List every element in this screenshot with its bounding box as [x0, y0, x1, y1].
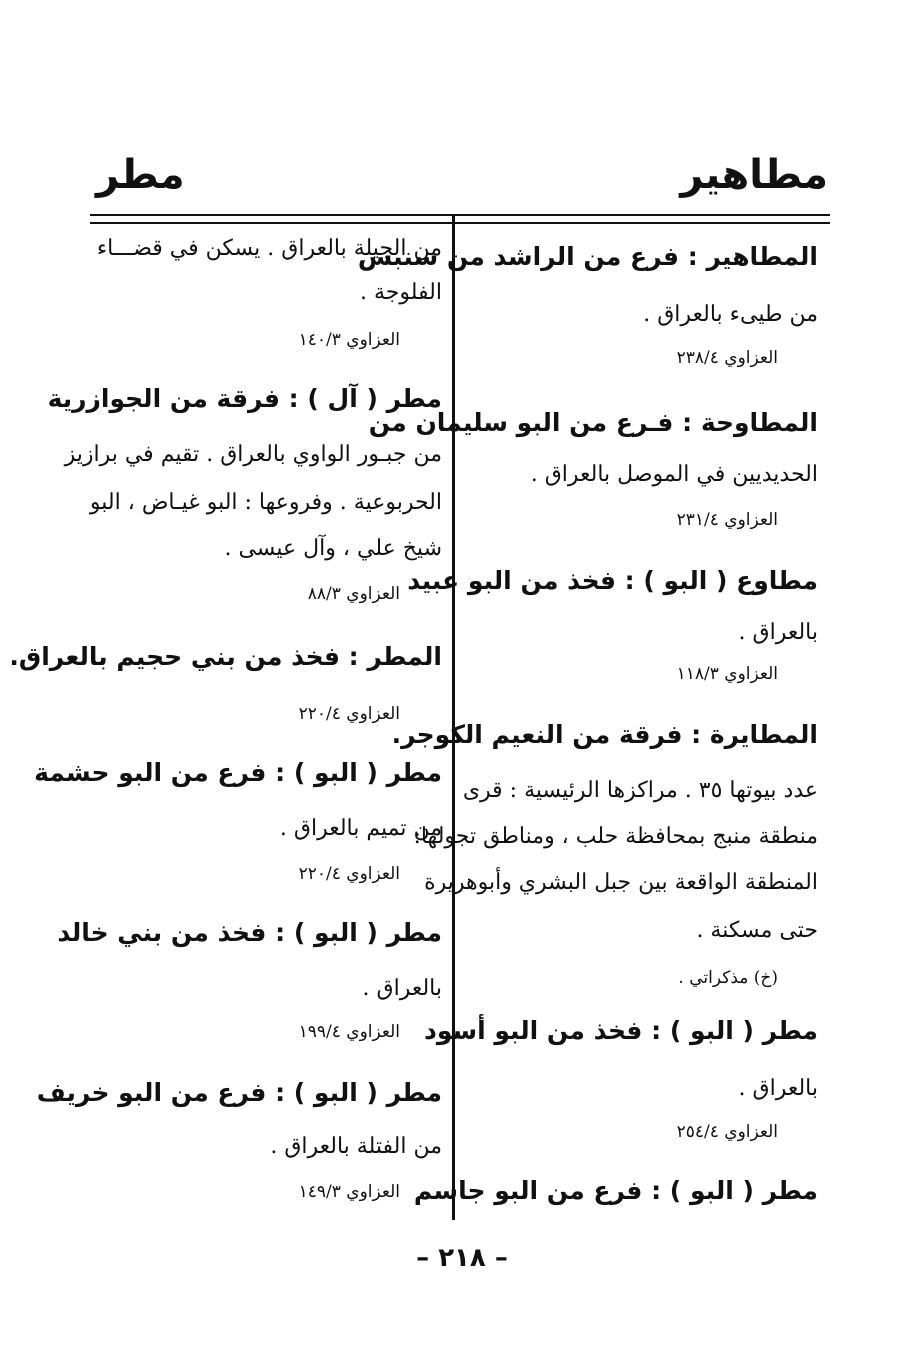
entry-reference: (خ) مذكراتي . — [678, 968, 778, 988]
column-divider — [452, 214, 455, 1220]
entry-line: المطاوحة : فـرع من البو سليمان من — [368, 408, 818, 437]
entry-reference: العزاوي ٢٢٠/٤ — [298, 864, 400, 884]
page-number: – ٢١٨ – — [416, 1243, 508, 1273]
entry-reference: العزاوي ١٩٩/٤ — [298, 1022, 400, 1042]
entry-line: بالعراق . — [738, 620, 818, 645]
entry-reference: العزاوي ٢٥٤/٤ — [676, 1122, 778, 1142]
entry-line: من الفتلة بالعراق . — [270, 1134, 442, 1159]
entry-line: عدد بيوتها ٣٥ . مراكزها الرئيسية : قرى — [462, 778, 818, 803]
entry-reference: العزاوي ١٤٩/٣ — [298, 1182, 400, 1202]
entry-line: من تميم بالعراق . — [279, 816, 442, 841]
entry-line: مطر ( البو ) : فخذ من بني خالد — [57, 918, 442, 947]
entry-line: شيخ علي ، وآل عيسى . — [224, 536, 442, 561]
entry-line: بالعراق . — [362, 976, 442, 1001]
entry-reference: العزاوي ٢٣١/٤ — [676, 510, 778, 530]
entry-line: الفلوجة . — [360, 280, 442, 305]
entry-line: الحربوعية . وفروعها : البو غيـاض ، البو — [89, 490, 442, 515]
entry-line: مطر ( البو ) : فخذ من البو أسود — [424, 1016, 818, 1045]
entry-line: مطاوع ( البو ) : فخذ من البو عبيد — [407, 566, 818, 595]
entry-line: المطر : فخذ من بني حجيم بالعراق. — [9, 642, 442, 671]
entry-line: المنطقة الواقعة بين جبل البشري وأبوهريرة — [424, 870, 818, 895]
entry-line: بالعراق . — [738, 1076, 818, 1101]
running-header-right: مطاهير — [680, 152, 828, 198]
entry-line: من طيىء بالعراق . — [643, 302, 818, 327]
entry-line: المطاهير : فرع من الراشد من سنبس — [357, 242, 818, 271]
entry-reference: العزاوي ١٤٠/٣ — [298, 330, 400, 350]
entry-line: حتى مسكنة . — [696, 918, 818, 943]
entry-line: المطايرة : فرقة من النعيم الكوجر. — [391, 720, 818, 749]
entry-reference: العزاوي ٨٨/٣ — [307, 584, 400, 604]
entry-line: الحديديين في الموصل بالعراق . — [530, 462, 818, 487]
running-header-left: مطر — [96, 152, 185, 198]
entry-reference: العزاوي ١١٨/٣ — [676, 664, 778, 684]
entry-reference: العزاوي ٢٣٨/٤ — [676, 348, 778, 368]
entry-line: مطر ( البو ) : فرع من البو جاسم — [413, 1176, 818, 1205]
entry-line: منطقة منبج بمحافظة حلب ، ومناطق تجولها: — [413, 824, 818, 849]
entry-line: مطر ( آل ) : فرقة من الجوازرية — [47, 384, 442, 413]
entry-line: مطر ( البو ) : فرع من البو خريف — [36, 1078, 442, 1107]
entry-line: من الجيلة بالعراق . يسكن في قضـــاء — [96, 236, 442, 261]
entry-reference: العزاوي ٢٢٠/٤ — [298, 704, 400, 724]
entry-line: من جبـور الواوي بالعراق . تقيم في برازيز — [64, 442, 442, 467]
entry-line: مطر ( البو ) : فرع من البو حشمة — [34, 758, 442, 787]
header-rule-bottom — [90, 222, 830, 224]
header-rule-top — [90, 214, 830, 216]
